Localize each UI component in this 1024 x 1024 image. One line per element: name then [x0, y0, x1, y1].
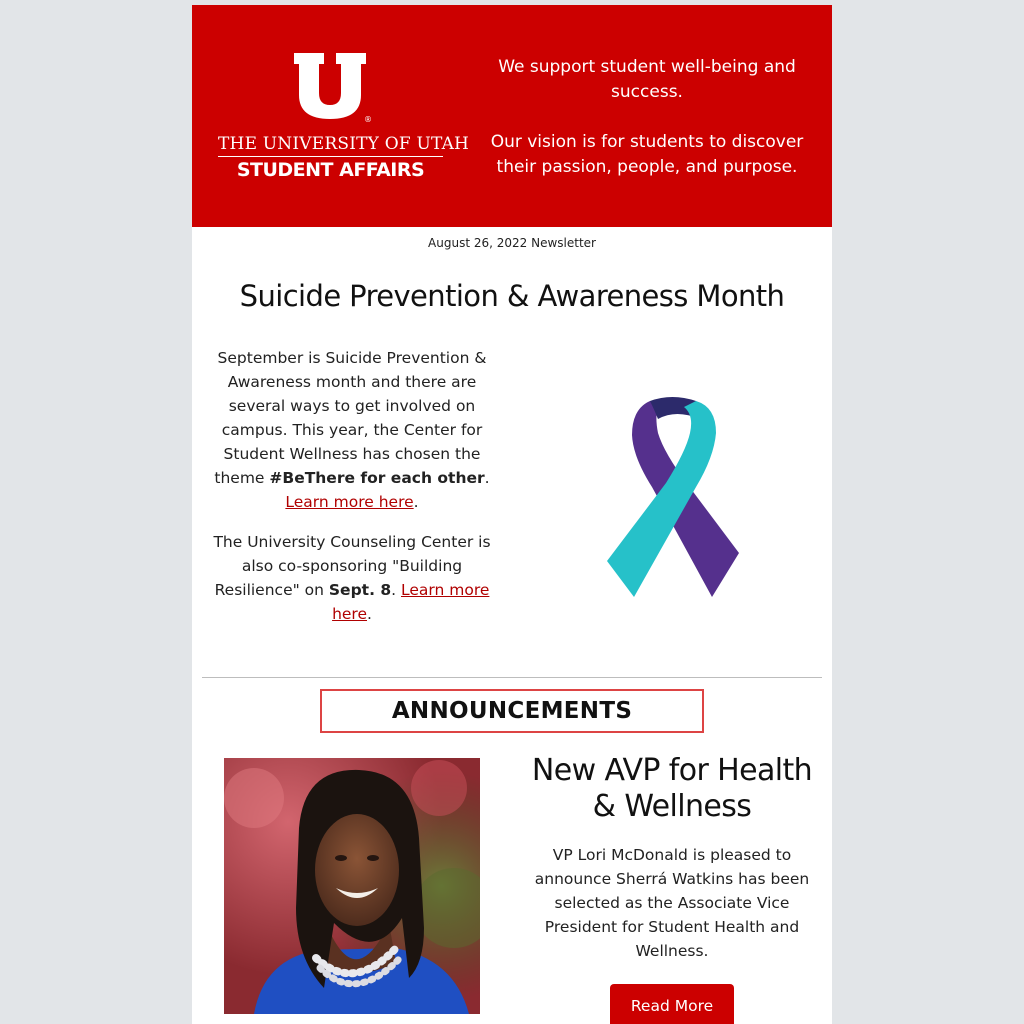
- paragraph-1-end: .: [413, 493, 419, 511]
- newsletter-email: [192, 5, 832, 1024]
- registered-mark: ®: [363, 115, 372, 123]
- sherra-watkins-photo: [224, 758, 480, 1014]
- newsletter-date: August 26, 2022 Newsletter: [428, 236, 596, 250]
- read-more-button[interactable]: Read More: [610, 984, 734, 1024]
- paragraph-2-separator: .: [391, 581, 401, 599]
- suicide-prevention-paragraph-1: [200, 346, 504, 514]
- learn-more-link-bethere[interactable]: Learn more here: [285, 493, 414, 511]
- paragraph-1-text: September is Suicide Prevention & Awareness month and there are several ways to get involved on campus. This year, the Center for Student Wellness has chosen the theme: [214, 349, 487, 487]
- learn-more-link-resilience[interactable]: Learn more here: [332, 581, 490, 623]
- paragraph-2-end: .: [367, 605, 372, 623]
- event-date: Sept. 8: [328, 581, 392, 599]
- paragraph-1-separator: .: [484, 469, 490, 487]
- portrait-photo: [224, 758, 480, 1014]
- avp-announcement-body: VP Lori McDonald is pleased to announce Sherrá Watkins has been selected as the Associate Vice President for Student Health and Wellness.: [534, 846, 810, 960]
- paragraph-2-text: The University Counseling Center is also co-sponsoring "Building Resilience" on: [213, 533, 491, 599]
- header-banner: [192, 5, 832, 227]
- university-name: THE UNIVERSITY OF UTAH: [218, 134, 443, 157]
- tagline-support: We support student well-being and success.: [498, 57, 796, 102]
- avp-announcement-title: New AVP for Health & Wellness: [531, 753, 813, 824]
- bethere-theme: #BeThere for each other: [269, 469, 485, 487]
- header-tagline: [472, 55, 822, 180]
- announcements-banner: ANNOUNCEMENTS: [320, 689, 704, 733]
- department-name: STUDENT AFFAIRS: [236, 159, 425, 181]
- university-logo[interactable]: [218, 51, 470, 191]
- suicide-prevention-paragraph-2: [200, 530, 504, 626]
- suicide-prevention-text: [200, 346, 504, 626]
- block-u-logo-icon: [290, 51, 372, 123]
- section-divider: [202, 677, 822, 678]
- awareness-ribbon-icon: [604, 395, 740, 601]
- tagline-vision: Our vision is for students to discover their passion, people, and purpose.: [490, 132, 804, 177]
- suicide-prevention-title: Suicide Prevention & Awareness Month: [239, 279, 785, 313]
